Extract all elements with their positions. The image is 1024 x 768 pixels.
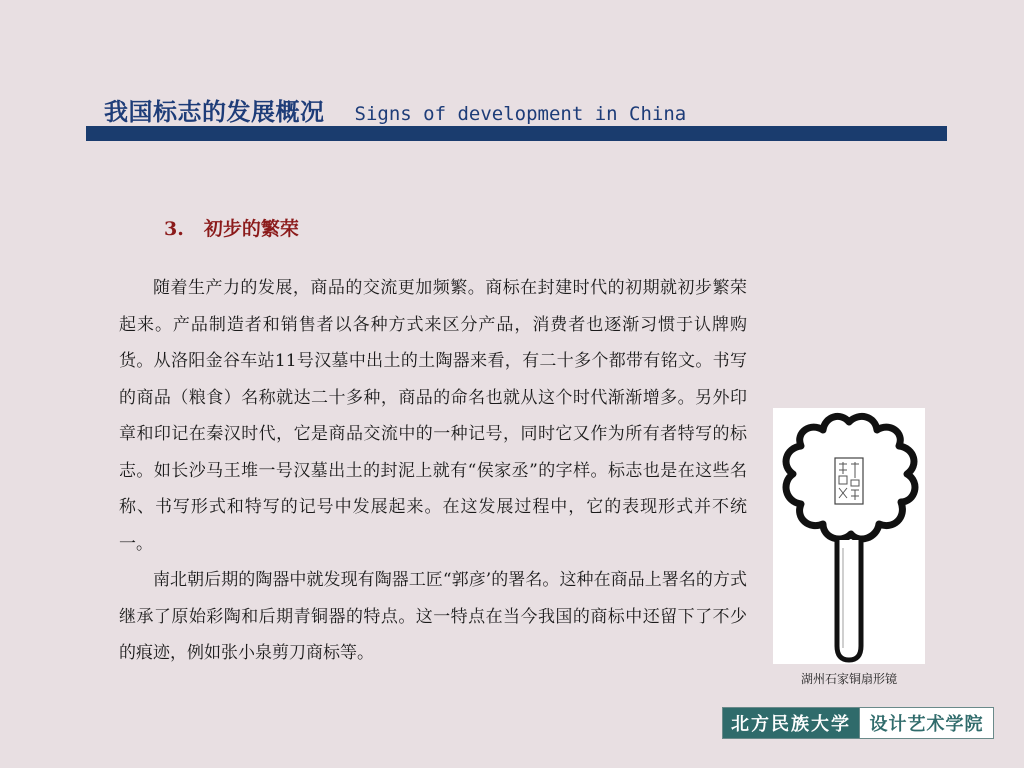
header-divider-bar [86, 126, 947, 141]
university-logo [722, 707, 994, 739]
paragraph: 南北朝后期的陶器中就发现有陶器工匠“郭彦’的署名。这种在商品上署名的方式继承了原始彩陶和后期青铜器的特点。这一特点在当今我国的商标中还留下了不少的痕迹，例如张小泉剪刀商标等。 [119, 570, 747, 663]
body-text [119, 270, 747, 672]
college-name: 设计艺术学院 [859, 708, 993, 738]
bronze-mirror-drawing [773, 408, 925, 664]
page-title: 我国标志的发展概况 [104, 98, 325, 126]
section-title: 初步的繁荣 [203, 218, 299, 240]
figure-caption: 湖州石家铜扇形镜 [800, 672, 897, 686]
section-heading [164, 214, 299, 241]
section-number: 3. [164, 218, 184, 240]
paragraph: 随着生产力的发展，商品的交流更加频繁。商标在封建时代的初期就初步繁荣起来。产品制造者和销售者以各种方式来区分产品，消费者也逐渐习惯于认牌购货。从洛阳金谷车站11号汉墓中出土的土陶器来看，有二十多个都带有铭文。书写的商品（粮食）名称就达二十多种，商品的命名也就从这个时代渐渐增多。另外印章和印记在秦汉时代，它是商品交流中的一种记号，同时它又作为所有者特写的标志。如长沙马王堆一号汉墓出土的封泥上就有“侯家丞”的字样。标志也是在这些名称、书写形式和特写的记号中发展起来。在这发展过程中，它的表现形式并不统一。 [119, 278, 747, 554]
page-title-english: Signs of development in China [354, 103, 687, 125]
university-name: 北方民族大学 [723, 708, 859, 738]
slide-header [104, 92, 686, 127]
mirror-illustration [773, 408, 925, 664]
